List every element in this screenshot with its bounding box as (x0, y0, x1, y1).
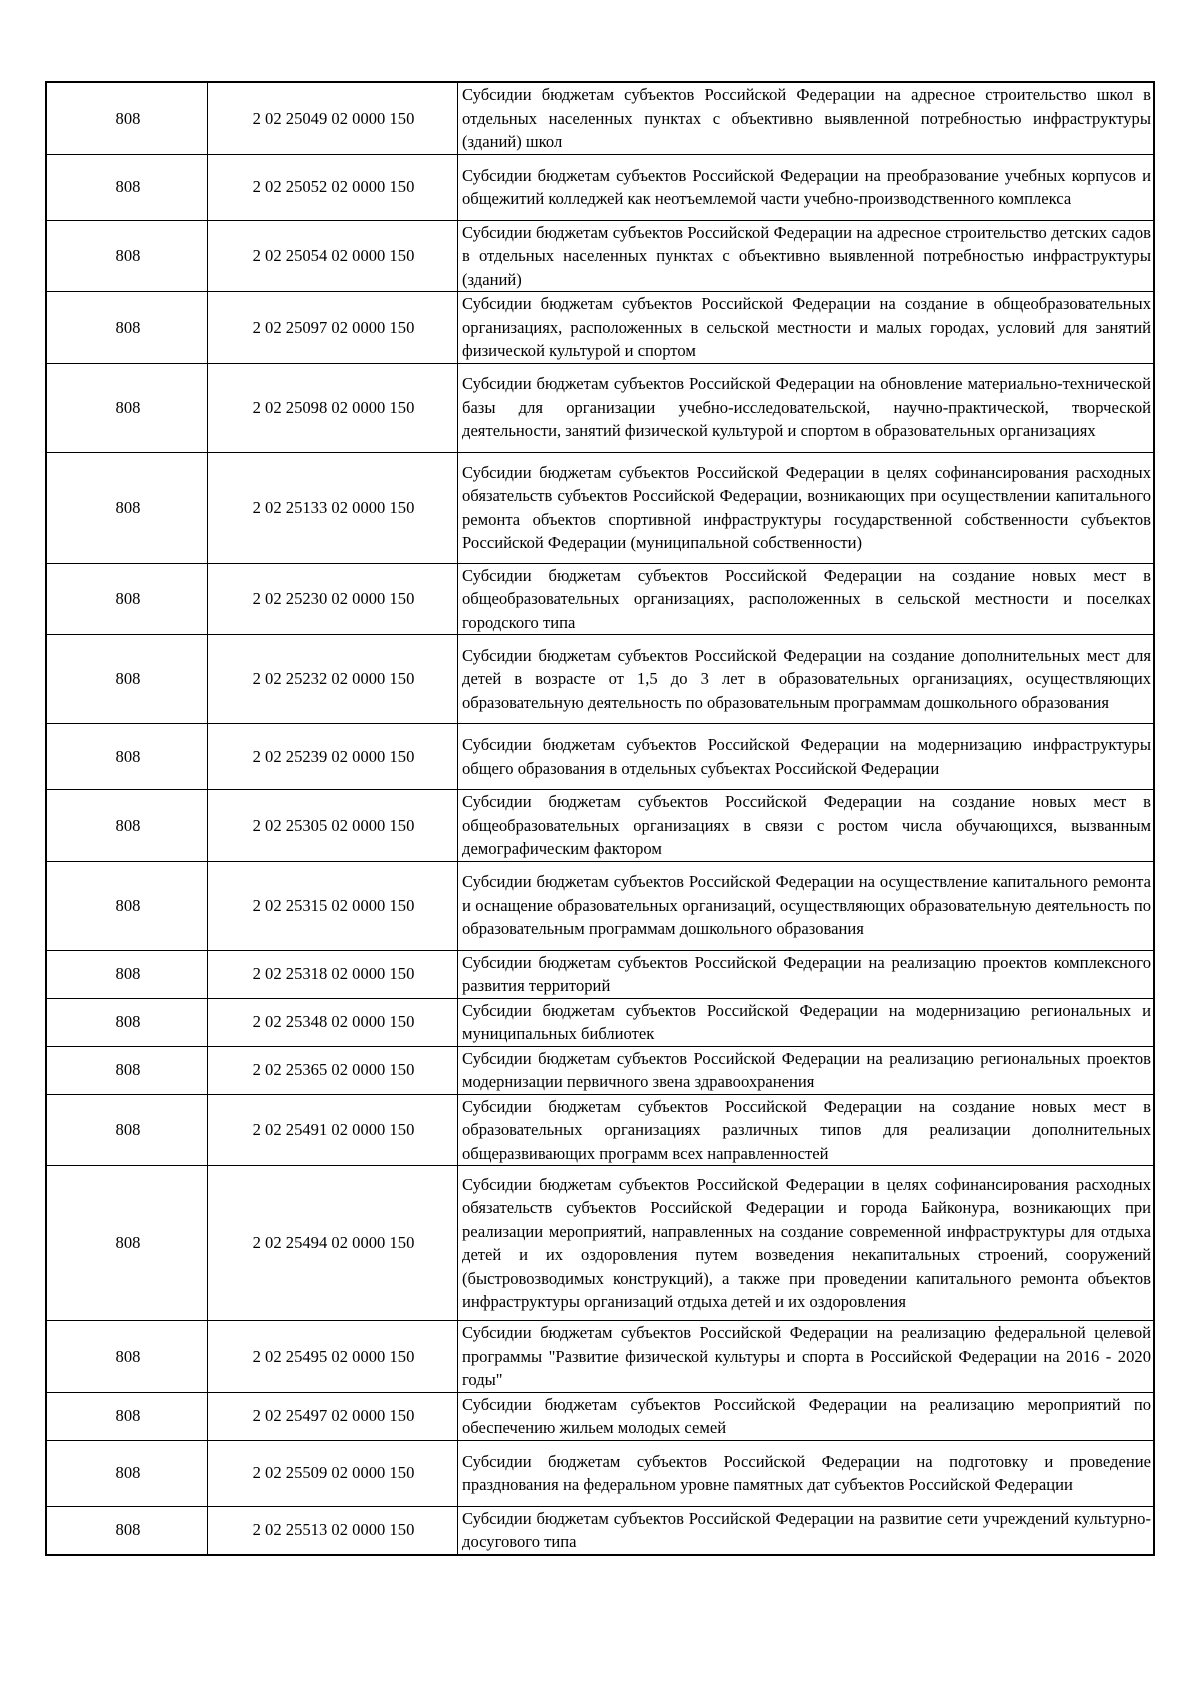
income-name-cell: Субсидии бюджетам субъектов Российской Федерации на реализацию мероприятий по обеспечению жильем молодых семей (458, 1392, 1155, 1440)
income-name-cell: Субсидии бюджетам субъектов Российской Федерации на подготовку и проведение празднования на федеральном уровне памятных дат субъектов Российской Федерации (458, 1440, 1155, 1506)
budget-code-cell: 2 02 25513 02 0000 150 (208, 1506, 458, 1555)
admin-code-cell: 808 (46, 1321, 208, 1393)
income-name-cell: Субсидии бюджетам субъектов Российской Федерации на обновление материально-технической базы для организации учебно-исследовательской, научно-практической, творческой деятельности, занятий физической культурой и спортом в образовательных организациях (458, 363, 1155, 452)
admin-code-cell: 808 (46, 635, 208, 724)
budget-code-cell: 2 02 25497 02 0000 150 (208, 1392, 458, 1440)
income-name-cell: Субсидии бюджетам субъектов Российской Федерации на модернизацию региональных и муниципальных библиотек (458, 998, 1155, 1046)
table-row (46, 861, 1154, 950)
table-row (46, 1506, 1154, 1555)
table-row (46, 635, 1154, 724)
budget-code-cell: 2 02 25232 02 0000 150 (208, 635, 458, 724)
admin-code-cell: 808 (46, 950, 208, 998)
admin-code-cell: 808 (46, 1046, 208, 1094)
budget-code-cell: 2 02 25315 02 0000 150 (208, 861, 458, 950)
budget-code-cell: 2 02 25305 02 0000 150 (208, 790, 458, 862)
table-row (46, 82, 1154, 154)
table-row (46, 563, 1154, 635)
admin-code-cell: 808 (46, 82, 208, 154)
income-name-cell: Субсидии бюджетам субъектов Российской Федерации на создание новых мест в общеобразовательных организациях в связи с ростом числа обучающихся, вызванным демографическим фактором (458, 790, 1155, 862)
income-name-cell: Субсидии бюджетам субъектов Российской Федерации на реализацию проектов комплексного развития территорий (458, 950, 1155, 998)
income-name-cell: Субсидии бюджетам субъектов Российской Федерации на создание новых мест в общеобразовательных организациях, расположенных в сельской местности и поселках городского типа (458, 563, 1155, 635)
admin-code-cell: 808 (46, 1440, 208, 1506)
budget-code-cell: 2 02 25509 02 0000 150 (208, 1440, 458, 1506)
budget-code-cell: 2 02 25052 02 0000 150 (208, 154, 458, 220)
table-row (46, 998, 1154, 1046)
budget-code-cell: 2 02 25495 02 0000 150 (208, 1321, 458, 1393)
budget-code-cell: 2 02 25494 02 0000 150 (208, 1166, 458, 1321)
table-row (46, 452, 1154, 563)
admin-code-cell: 808 (46, 220, 208, 292)
table-row (46, 1321, 1154, 1393)
admin-code-cell: 808 (46, 154, 208, 220)
income-name-cell: Субсидии бюджетам субъектов Российской Федерации на осуществление капитального ремонта и оснащение образовательных организаций, осуществляющих образовательную деятельность по образовательным программам дошкольного образования (458, 861, 1155, 950)
income-name-cell: Субсидии бюджетам субъектов Российской Федерации на создание новых мест в образовательных организациях различных типов для реализации дополнительных общеразвивающих программ всех направленностей (458, 1094, 1155, 1166)
budget-code-cell: 2 02 25491 02 0000 150 (208, 1094, 458, 1166)
table-row (46, 220, 1154, 292)
admin-code-cell: 808 (46, 1392, 208, 1440)
budget-codes-table (45, 81, 1155, 1556)
table-row (46, 363, 1154, 452)
income-name-cell: Субсидии бюджетам субъектов Российской Федерации на адресное строительство школ в отдельных населенных пунктах с объективно выявленной потребностью инфраструктуры (зданий) школ (458, 82, 1155, 154)
admin-code-cell: 808 (46, 363, 208, 452)
admin-code-cell: 808 (46, 998, 208, 1046)
table-row (46, 950, 1154, 998)
budget-code-cell: 2 02 25097 02 0000 150 (208, 292, 458, 364)
budget-code-cell: 2 02 25133 02 0000 150 (208, 452, 458, 563)
admin-code-cell: 808 (46, 1094, 208, 1166)
table-body (46, 82, 1154, 1555)
admin-code-cell: 808 (46, 1506, 208, 1555)
table-row (46, 1046, 1154, 1094)
table-row (46, 154, 1154, 220)
admin-code-cell: 808 (46, 563, 208, 635)
income-name-cell: Субсидии бюджетам субъектов Российской Федерации на создание дополнительных мест для детей в возрасте от 1,5 до 3 лет в образовательных организациях, осуществляющих образовательную деятельность по образовательным программам дошкольного образования (458, 635, 1155, 724)
table-row (46, 1166, 1154, 1321)
budget-code-cell: 2 02 25098 02 0000 150 (208, 363, 458, 452)
income-name-cell: Субсидии бюджетам субъектов Российской Федерации в целях софинансирования расходных обязательств субъектов Российской Федерации и города Байконура, возникающих при реализации мероприятий, направленных на создание современной инфраструктуры для отдыха детей и их оздоровления путем возведения некапитальных строений, сооружений (быстровозводимых конструкций), а также при проведении капитального ремонта объектов инфраструктуры организаций отдыха детей и их оздоровления (458, 1166, 1155, 1321)
budget-code-cell: 2 02 25054 02 0000 150 (208, 220, 458, 292)
budget-code-cell: 2 02 25348 02 0000 150 (208, 998, 458, 1046)
table-row (46, 790, 1154, 862)
admin-code-cell: 808 (46, 790, 208, 862)
budget-code-cell: 2 02 25239 02 0000 150 (208, 724, 458, 790)
budget-code-cell: 2 02 25049 02 0000 150 (208, 82, 458, 154)
admin-code-cell: 808 (46, 724, 208, 790)
table-row (46, 292, 1154, 364)
budget-code-cell: 2 02 25318 02 0000 150 (208, 950, 458, 998)
table-row (46, 1392, 1154, 1440)
income-name-cell: Субсидии бюджетам субъектов Российской Федерации в целях софинансирования расходных обязательств субъектов Российской Федерации, возникающих при осуществлении капитального ремонта объектов спортивной инфраструктуры государственной собственности субъектов Российской Федерации (муниципальной собственности) (458, 452, 1155, 563)
table-row (46, 1440, 1154, 1506)
income-name-cell: Субсидии бюджетам субъектов Российской Федерации на преобразование учебных корпусов и общежитий колледжей как неотъемлемой части учебно-производственного комплекса (458, 154, 1155, 220)
income-name-cell: Субсидии бюджетам субъектов Российской Федерации на реализацию федеральной целевой программы "Развитие физической культуры и спорта в Российской Федерации на 2016 - 2020 годы" (458, 1321, 1155, 1393)
income-name-cell: Субсидии бюджетам субъектов Российской Федерации на адресное строительство детских садов в отдельных населенных пунктах с объективно выявленной потребностью инфраструктуры (зданий) (458, 220, 1155, 292)
admin-code-cell: 808 (46, 861, 208, 950)
table-row (46, 1094, 1154, 1166)
budget-code-cell: 2 02 25230 02 0000 150 (208, 563, 458, 635)
admin-code-cell: 808 (46, 292, 208, 364)
income-name-cell: Субсидии бюджетам субъектов Российской Федерации на создание в общеобразовательных организациях, расположенных в сельской местности и малых городах, условий для занятий физической культурой и спортом (458, 292, 1155, 364)
income-name-cell: Субсидии бюджетам субъектов Российской Федерации на развитие сети учреждений культурно-досугового типа (458, 1506, 1155, 1555)
income-name-cell: Субсидии бюджетам субъектов Российской Федерации на модернизацию инфраструктуры общего образования в отдельных субъектах Российской Федерации (458, 724, 1155, 790)
income-name-cell: Субсидии бюджетам субъектов Российской Федерации на реализацию региональных проектов модернизации первичного звена здравоохранения (458, 1046, 1155, 1094)
table-row (46, 724, 1154, 790)
admin-code-cell: 808 (46, 1166, 208, 1321)
budget-code-cell: 2 02 25365 02 0000 150 (208, 1046, 458, 1094)
admin-code-cell: 808 (46, 452, 208, 563)
